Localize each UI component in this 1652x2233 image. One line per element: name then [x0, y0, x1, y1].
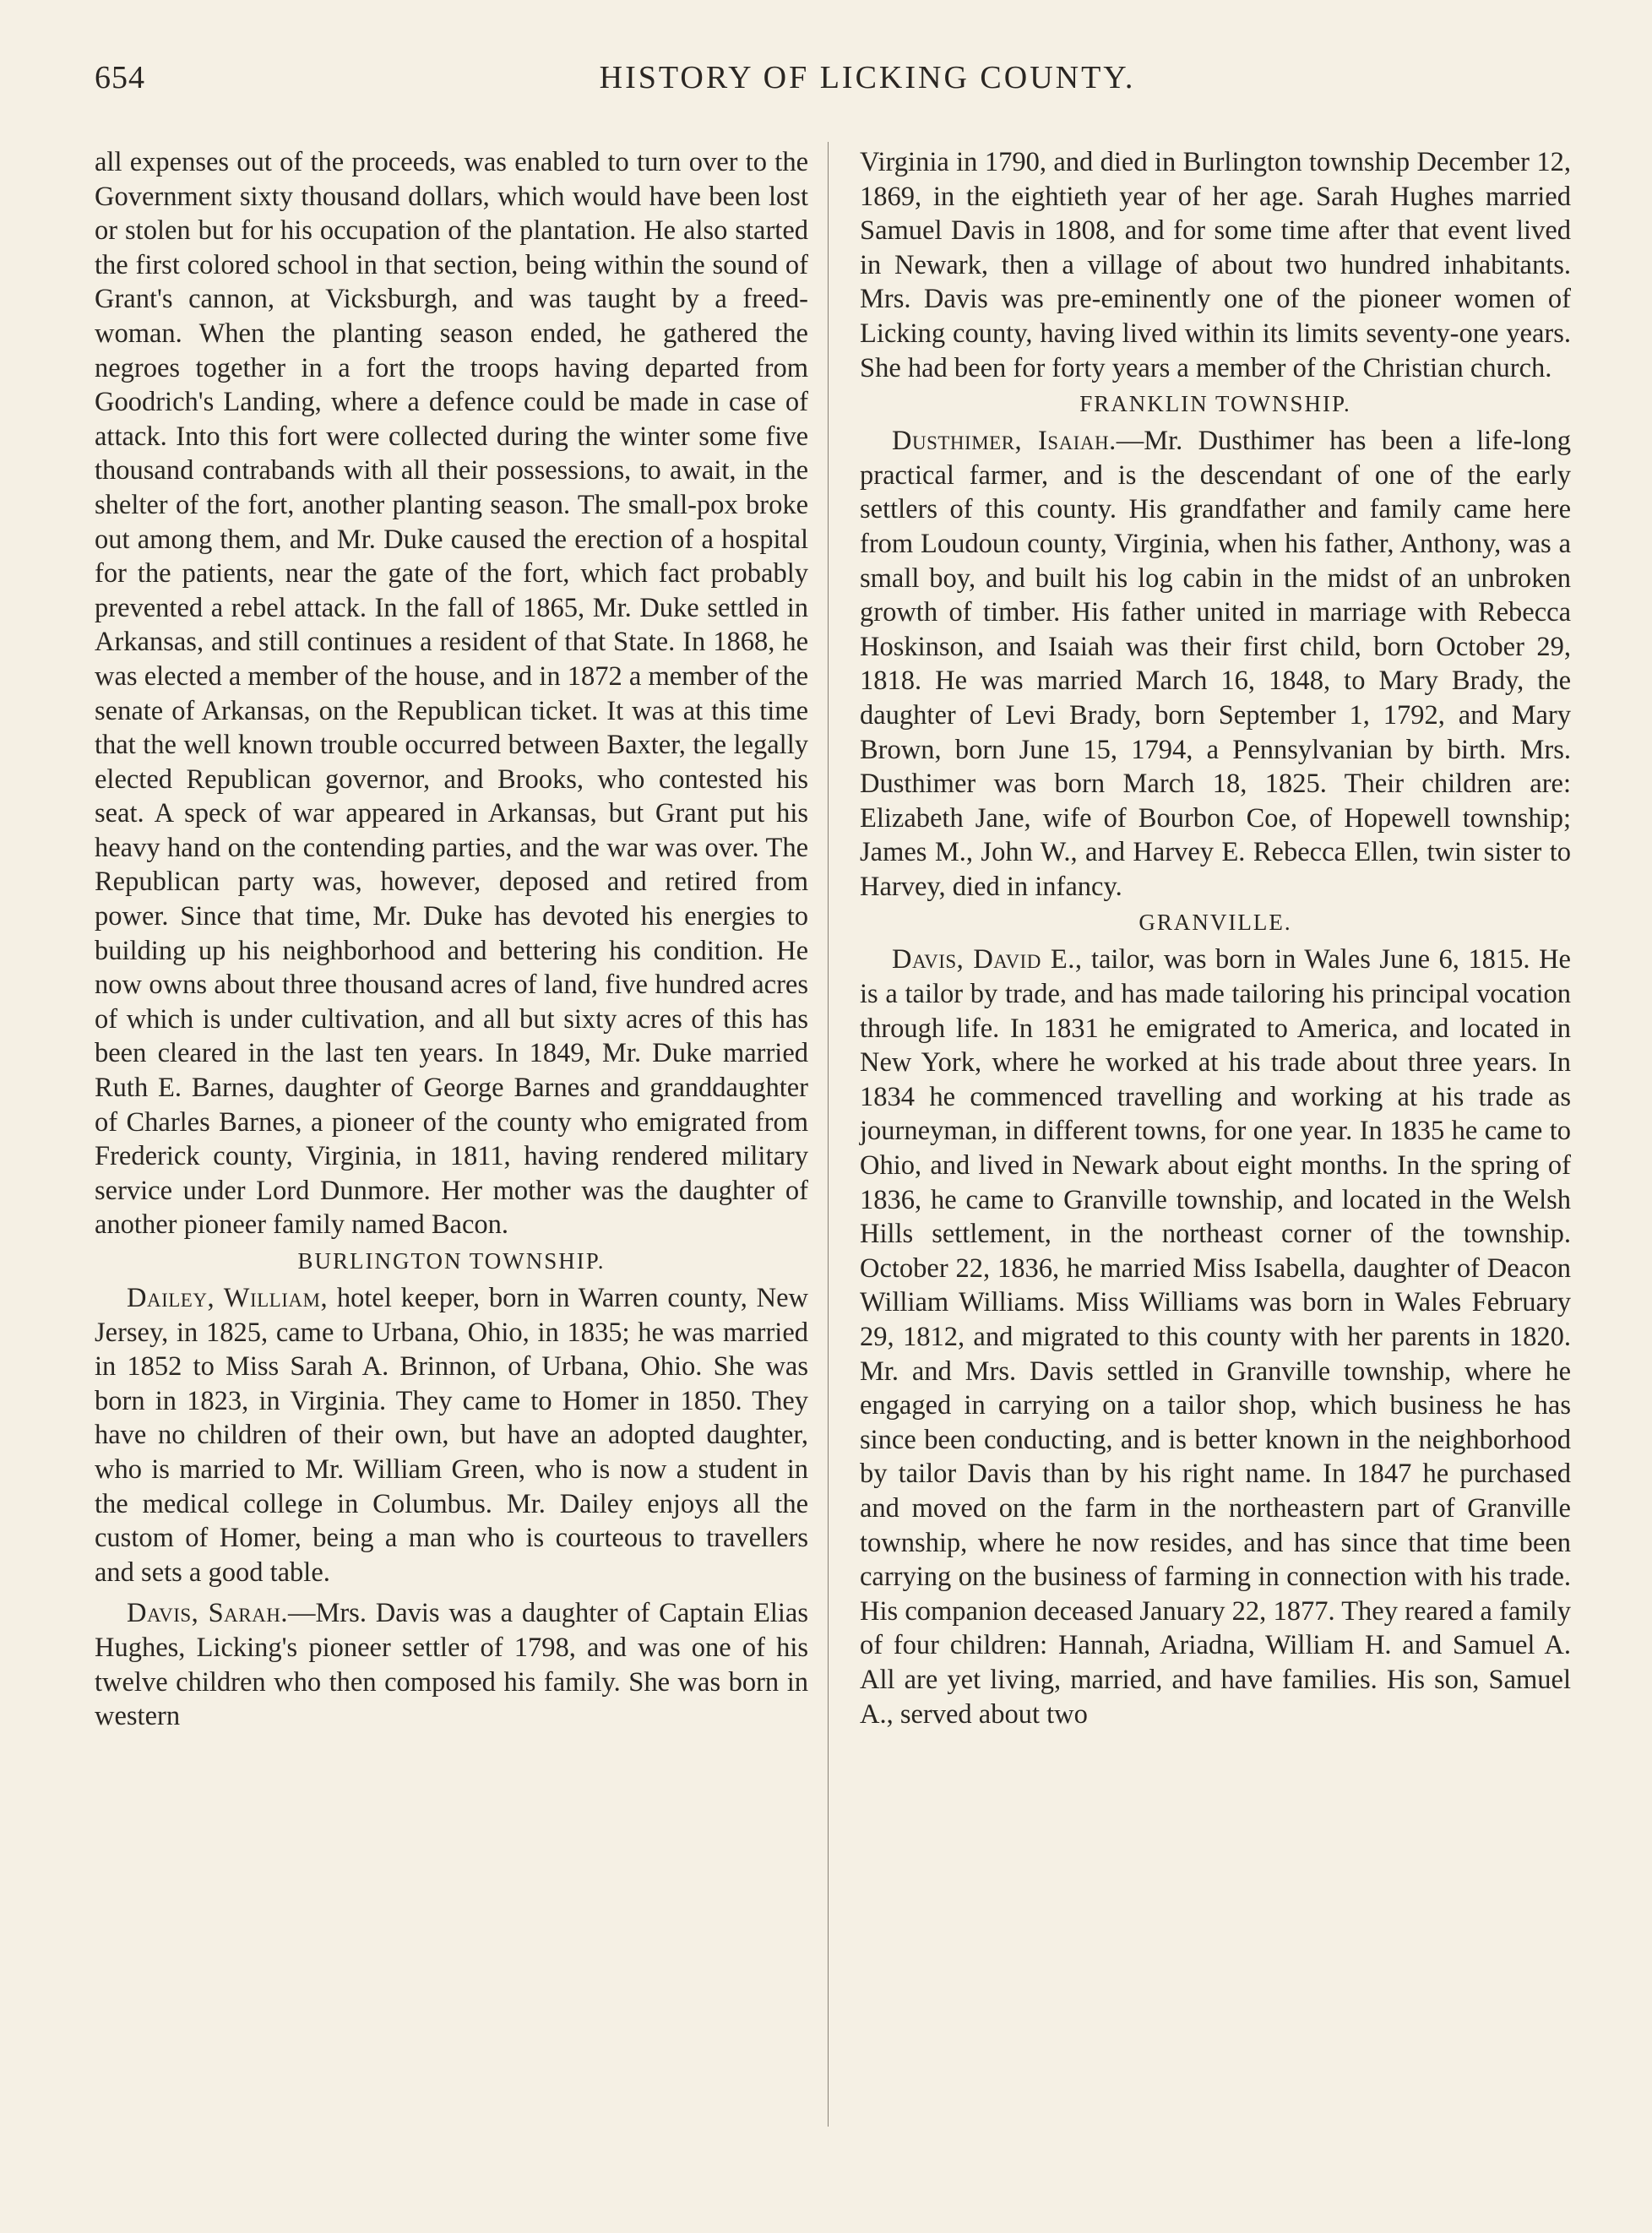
entry-text-davis-sarah: —Mrs. Davis was a daughter of Captain Elias Hughes, Licking's pioneer settler of 1798, and was one of his twelve children who then composed his family. She was born in western — [95, 1598, 808, 1732]
entry-dusthimer — [860, 424, 1571, 904]
page-header — [95, 59, 1573, 110]
column-divider — [828, 142, 829, 2127]
right-column — [860, 145, 1571, 1731]
entry-davis-sarah — [95, 1596, 808, 1733]
section-heading-granville: GRANVILLE. — [1138, 910, 1292, 936]
duke-biography-continued: all expenses out of the proceeds, was enabled to turn over to the Government sixty thousand dollars, which would have been lost or stolen but for his occupation of the plantation. He also started the first colored school in that section, being within the sound of Grant's cannon, at Vicksburgh, and was taught by a freed-woman. When the planting season ended, he gathered the negroes together in a fort the troops having departed from Goodrich's Landing, where a defence could be made in case of attack. Into this fort were collected during the winter some five thousand contrabands with all their possessions, to await, in the shelter of the fort, another planting season. The small-pox broke out among them, and Mr. Duke caused the erection of a hospital for the patients, near the gate of the fort, which fact probably prevented a rebel attack. In the fall of 1865, Mr. Duke settled in Arkansas, and still continues a resident of that State. In 1868, he was elected a member of the house, and in 1872 a member of the senate of Arkansas, on the Republican ticket. It was at this time that the well known trouble occurred between Baxter, the legally elected Republican governor, and Brooks, who contested his seat. A speck of war appeared in Arkansas, but Grant put his heavy hand on the contending parties, and the war was over. The Republican party was, however, deposed and retired from power. Since that time, Mr. Duke has devoted his energies to building up his neighborhood and bettering his condition. He now owns about three thousand acres of land, five hundred acres of which is under cultivation, and all but sixty acres of this has been cleared in the last ten years. In 1849, Mr. Duke married Ruth E. Barnes, daughter of George Barnes and granddaughter of Charles Barnes, a pioneer of the county who emigrated from Frederick county, Virginia, in 1811, having rendered military service under Lord Dunmore. Her mother was the daughter of another pioneer family named Bacon. — [95, 147, 808, 1241]
section-heading-burlington: BURLINGTON TOWNSHIP. — [297, 1248, 606, 1274]
entry-dailey — [95, 1281, 808, 1589]
entry-name-dailey: Dailey, William, — [127, 1283, 329, 1313]
entry-name-dusthimer: Dusthimer, Isaiah. — [892, 426, 1117, 457]
left-column — [95, 145, 808, 1734]
entry-text-davis-david: tailor, was born in Wales June 6, 1815. He is a tailor by trade, and has made tailoring his principal vocation through life. In 1831 he emigrated to America, and located in New York, where he worked at his trade about three years. In 1834 he commenced travelling and working at his trade as journeyman, in different towns, for one year. In 1835 he came to Ohio, and lived in Newark about eight months. In the spring of 1836, he came to Granville township, and located in the Welsh Hills settlement, in the northeast corner of the township. October 22, 1836, he married Miss Isabella, daughter of Deacon William Williams. Miss Williams was born in Wales February 29, 1812, and migrated to this county with her parents in 1820. Mr. and Mrs. Davis settled in Granville township, where he engaged in carrying on a tailor shop, which business he has since been conducting, and is better known in the neighborhood by tailor Davis than by his right name. In 1847 he purchased and moved on the farm in the northeastern part of Granville township, where he now resides, and has since that time been carrying on the business of farming in connection with his trade. His companion deceased January 22, 1877. They reared a family of four children: Hannah, Ariadna, William H. and Samuel A. All are yet living, married, and have families. His son, Samuel A., served about two — [860, 944, 1571, 1730]
page-number: 654 — [95, 60, 145, 95]
running-title: HISTORY OF LICKING COUNTY. — [599, 60, 1136, 95]
davis-sarah-continued: Virginia in 1790, and died in Burlington township December 12, 1869, in the eightieth year of her age. Sarah Hughes married Samuel Davis in 1808, and for some time after that event lived in Newark, then a village of about two hundred inhabitants. Mrs. Davis was pre-eminently one of the pioneer women of Licking county, having lived within its limits seventy-one years. She had been for forty years a member of the Christian church. — [860, 147, 1571, 383]
entry-text-dusthimer: —Mr. Dusthimer has been a life-long practical farmer, and is the descendant of one of the early settlers of this county. His grandfather and family came here from Loudoun county, Virginia, when his father, Anthony, was a small boy, and built his log cabin in the midst of an unbroken growth of timber. His father united in marriage with Rebecca Hoskinson, and Isaiah was their first child, born October 29, 1818. He was married March 16, 1848, to Mary Brady, the daughter of Levi Brady, born September 1, 1792, and Mary Brown, born June 15, 1794, a Pennsylvanian by birth. Mrs. Dusthimer was born March 18, 1825. Their children are: Elizabeth Jane, wife of Bourbon Coe, of Hopewell township; James M., John W., and Harvey E. Rebecca Ellen, twin sister to Harvey, died in infancy. — [860, 426, 1572, 902]
entry-name-davis-david: Davis, David E., — [892, 944, 1083, 975]
entry-name-davis-sarah: Davis, Sarah. — [127, 1598, 288, 1629]
entry-text-dailey: hotel keeper, born in Warren county, New Jersey, in 1825, came to Urbana, Ohio, in 1835; he was married in 1852 to Miss Sarah A. Brinnon, of Urbana, Ohio. She was born in 1823, in Virginia. They came to Homer in 1850. They have no children of their own, but have an adopted daughter, who is married to Mr. William Green, who is now a student in the medical college in Columbus. Mr. Dailey enjoys all the custom of Homer, being a man who is courteous to travellers and sets a good table. — [95, 1283, 809, 1588]
entry-davis-david — [860, 943, 1571, 1731]
section-heading-franklin: FRANKLIN TOWNSHIP. — [1079, 391, 1351, 417]
